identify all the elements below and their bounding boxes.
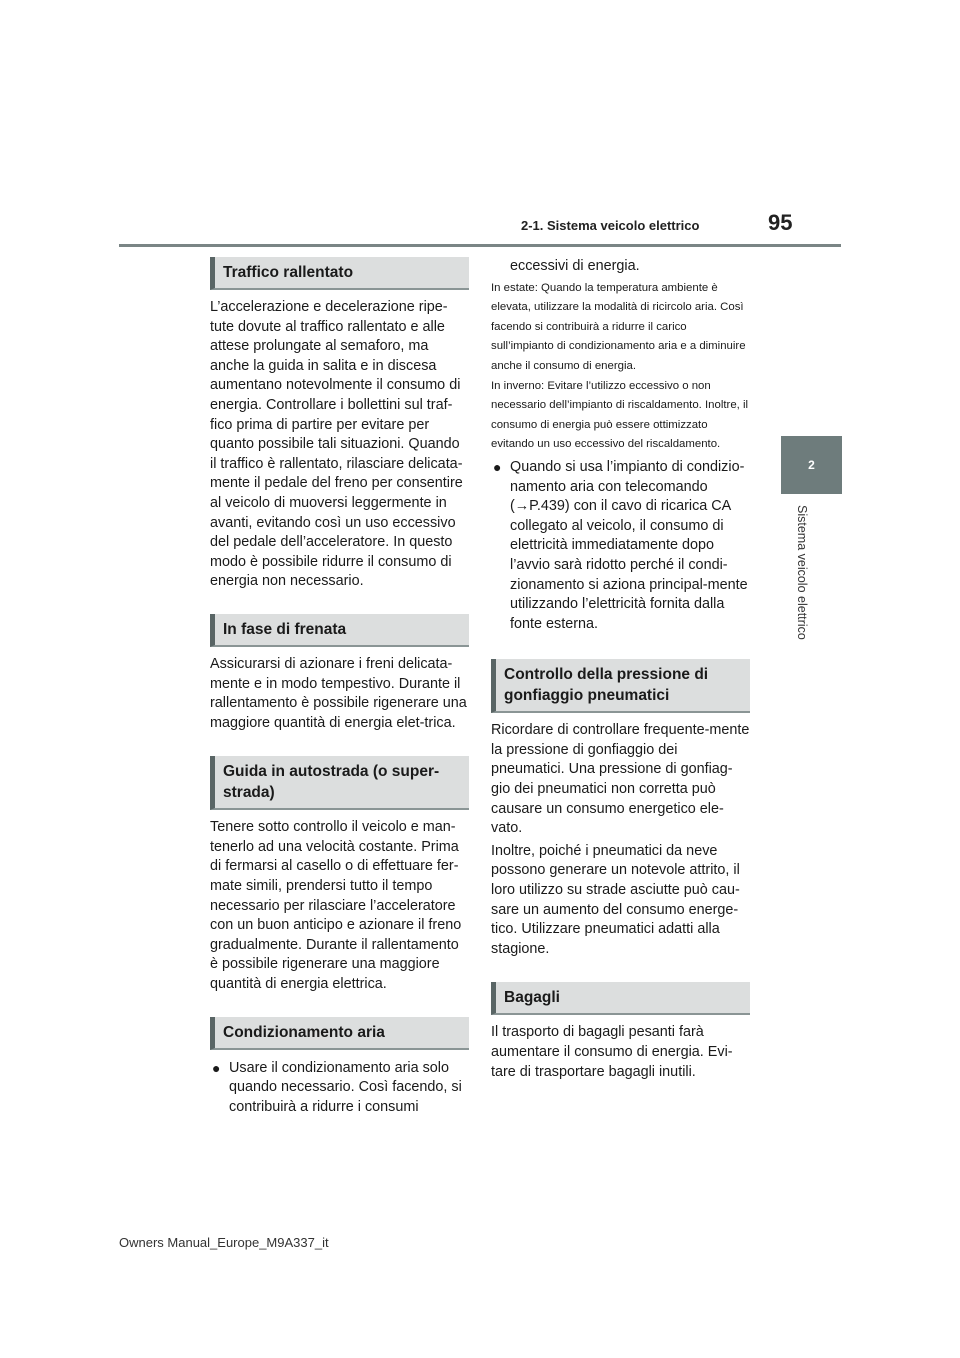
- heading-autostrada: Guida in autostrada (o super-strada): [210, 756, 469, 810]
- text-pneumatici-2: Inoltre, poiché i pneumatici da neve possono generare un notevole attrito, il loro utilizzo su strade asciutte può cau-sare un aumento del consumo energe-tico. Utilizzare pneumatici adatti alla stagione.: [491, 842, 740, 957]
- header-divider: [119, 244, 841, 247]
- text-condizionamento-bullet2: Quando si usa l’impianto di condizio-namento aria con telecomando (→P.439) con il cavo di ricarica CA collegato al veicolo, il consumo di elettricità immediatamente dopo l’avvio sarà ridotto perché il condi-zionamento si aziona principal-mente utilizzando l’elettricità fornita dalla fonte esterna.: [510, 458, 748, 632]
- right-column: [491, 257, 750, 1082]
- list-item: [210, 1059, 469, 1118]
- chapter-label: Sistema veicolo elettrico: [795, 505, 809, 640]
- text-condizionamento-bullet1-cont: eccessivi di energia.: [510, 258, 640, 274]
- text-estate: In estate: Quando la temperatura ambiente è elevata, utilizzare la modalità di ricircolo aria. Così facendo si contribuirà a ridurre il carico sull’impianto di condizionamento aria e a diminuire anche il consumo di energia.: [491, 281, 746, 372]
- header-section-title: 2-1. Sistema veicolo elettrico: [521, 218, 700, 233]
- bullet-icon: ●: [212, 1059, 221, 1076]
- heading-bagagli: Bagagli: [491, 982, 750, 1015]
- heading-condizionamento: Condizionamento aria: [210, 1017, 469, 1050]
- heading-frenata: In fase di frenata: [210, 614, 469, 647]
- heading-pneumatici: Controllo della pressione di gonfiaggio pneumatici: [491, 659, 750, 713]
- heading-traffico: Traffico rallentato: [210, 257, 469, 290]
- list-item: [491, 458, 750, 634]
- text-autostrada: Tenere sotto controllo il veicolo e man-tenerlo ad una velocità costante. Prima di fermarsi al casello o di effettuare fer-mate simili, prendersi tutto il tempo necessario per rilasciare l’acceleratore con un buon anticipo e azionare il freno gradualmente. Durante il rallentamento è possibile rigenerare una maggiore quantità di energia elettrica.: [210, 819, 462, 993]
- chapter-tab[interactable]: [781, 436, 842, 494]
- text-frenata: Assicurarsi di azionare i freni delicata-mente e in modo tempestivo. Durante il rallentamento è possibile rigenerare una maggiore quantità di energia elet-trica.: [210, 655, 467, 731]
- chapter-number: 2: [808, 458, 815, 472]
- text-bagagli: Il trasporto di bagagli pesanti farà aumentare il consumo di energia. Evi-tare di trasportare bagagli inutili.: [491, 1024, 733, 1080]
- bullet-icon: ●: [493, 458, 502, 475]
- text-condizionamento-bullet1: Usare il condizionamento aria solo quando necessario. Così facendo, si contribuirà a ridurre i consumi: [229, 1059, 462, 1115]
- text-inverno: In inverno: Evitare l’utilizzo eccessivo o non necessario dell’impianto di riscaldamento. Inoltre, il consumo di energia può essere ottimizzato evitando un uso eccessivo del riscaldamento.: [491, 379, 749, 451]
- page-number: 95: [768, 210, 793, 235]
- text-pneumatici-1: Ricordare di controllare frequente-mente la pressione di gonfiaggio dei pneumatici. Una pressione di gonfiag-gio dei pneumatici non corretta può causare un consumo energetico ele-vato.: [491, 722, 750, 837]
- footer-manual-id: Owners Manual_Europe_M9A337_it: [119, 1235, 329, 1250]
- left-column: [210, 257, 469, 1117]
- text-traffico: L’accelerazione e decelerazione ripe-tute dovute al traffico rallentato e alle attese prolungate al semaforo, ma anche la guida in salita e in discesa aumentano notevolmente il consumo di energia. Controllare i bollettini sul traf-fico prima di partire per evitare per quanto possibile tali situazioni. Quando il traffico è rallentato, rilasciare delicata-mente il pedale del freno per consentire al veicolo di muoversi leggermente in avanti, evitando così un uso eccessivo del pedale dell’acceleratore. In questo modo è possibile ridurre il consumo di energia non necessario.: [210, 299, 463, 590]
